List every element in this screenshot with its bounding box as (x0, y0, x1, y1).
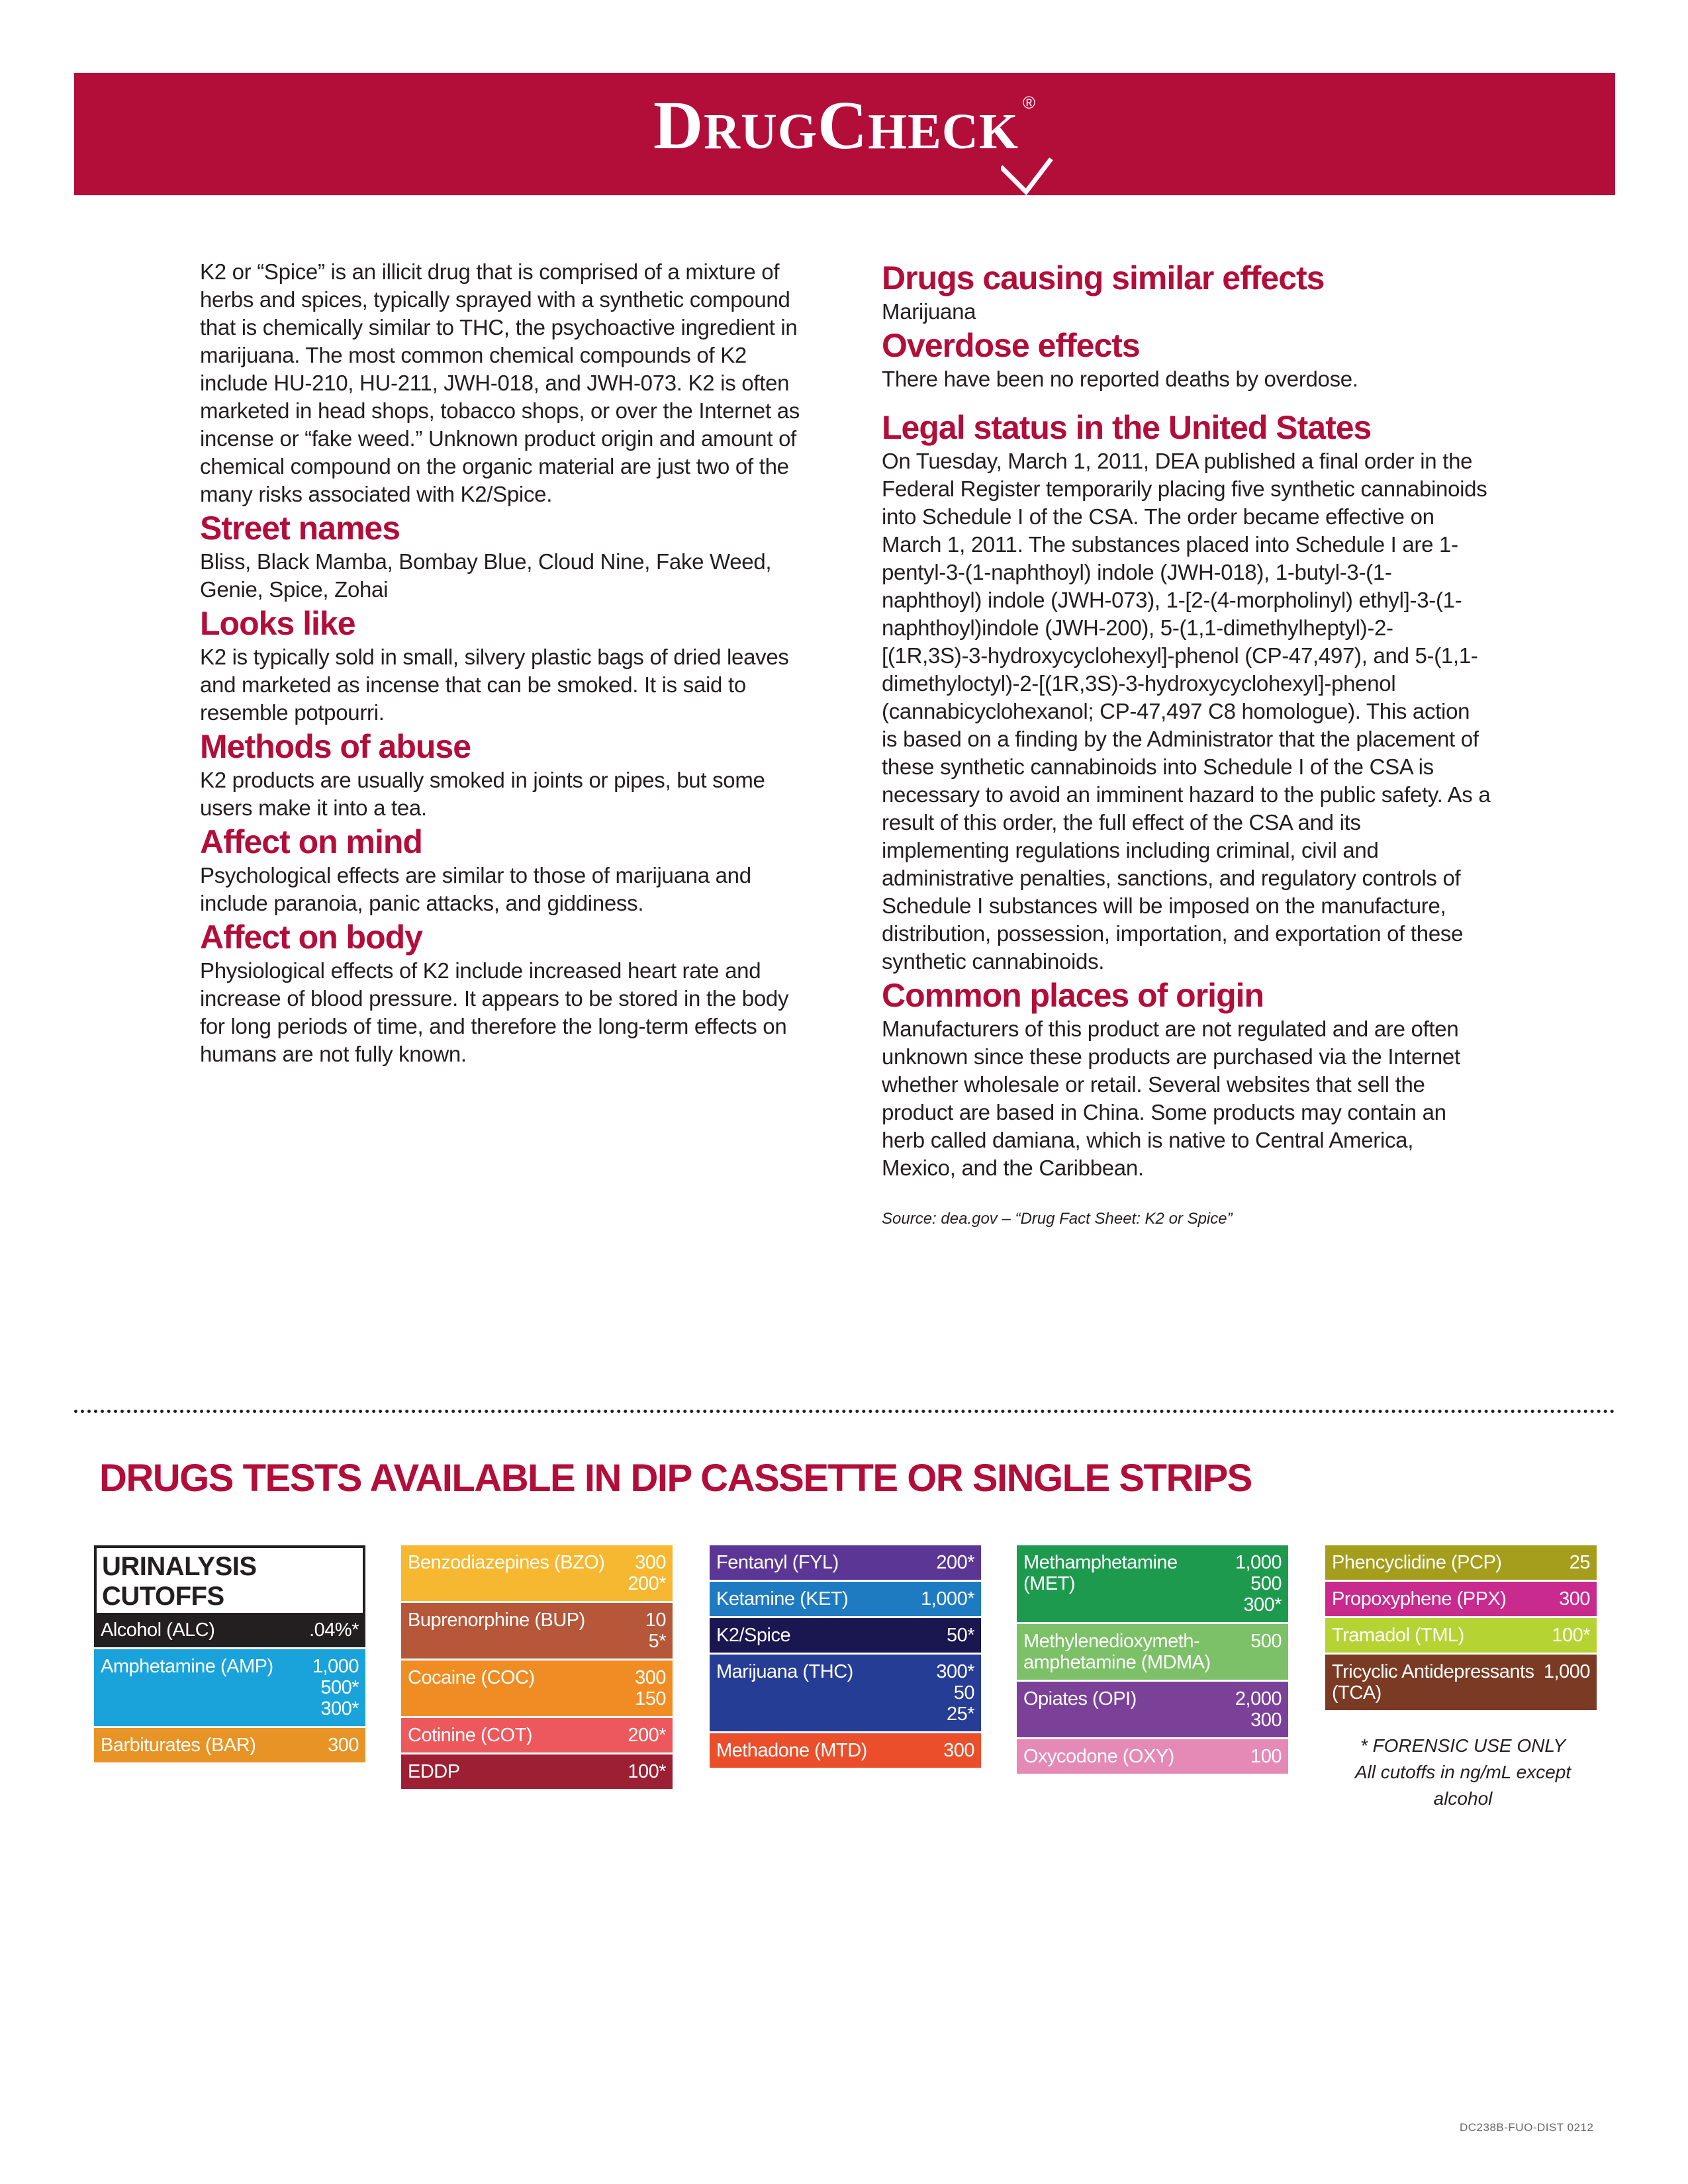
cutoff-value: 1,000 500 300* (1235, 1552, 1282, 1615)
cutoff-value: 300 (328, 1735, 359, 1756)
cutoff-row (710, 1545, 981, 1582)
methods-heading: Methods of abuse (200, 728, 471, 765)
drug-name: Tricyclic Antidepressants (TCA) (1332, 1661, 1534, 1704)
drugcheck-logo: DRUGCHECK® (653, 87, 1037, 163)
drug-name: Cocaine (COC) (408, 1667, 535, 1688)
cutoff-column-2 (401, 1545, 673, 1791)
intro-text: K2 or “Spice” is an illicit drug that is comprised of a mixture of herbs and spices, typically sprayed with a synthetic compound that is chemically similar to THC, the psychoactive ingredient in marijuana. The most common chemical compounds of K2 include HU-210, HU-211, JWH-018, and JWH-073. K2 is often marketed in head shops, tobacco shops, or over the Internet as incense or “fake weed.” Unknown product origin and amount of chemical compound on the organic material are just two of the many risks associated with K2/Spice. (200, 259, 800, 506)
drug-name: Alcohol (ALC) (101, 1619, 215, 1641)
drug-name: Cotinine (COT) (408, 1725, 532, 1746)
drug-name: Barbiturates (BAR) (101, 1735, 256, 1756)
cutoff-value: .04%* (309, 1619, 359, 1641)
cutoff-column-4 (1017, 1545, 1288, 1776)
dotted-divider (74, 1410, 1615, 1413)
forensic-note: * FORENSIC USE ONLY (1360, 1735, 1566, 1756)
cutoff-value: 300 (943, 1740, 974, 1761)
drug-name: EDDP (408, 1761, 460, 1782)
drug-name: Oxycodone (OXY) (1023, 1746, 1174, 1767)
cutoff-row (401, 1661, 673, 1718)
tests-title: DRUGS TESTS AVAILABLE IN DIP CASSETTE OR SINGLE STRIPS (99, 1457, 1252, 1500)
cutoff-notes (1324, 1733, 1602, 1812)
body-text: Physiological effects of K2 include increased heart rate and increase of blood pressure. It appears to be stored in the body for long periods of time, and therefore the long-term effects on humans are not fully known. (200, 958, 789, 1066)
street-names-text: Bliss, Black Mamba, Bombay Blue, Cloud Nine, Fake Weed, Genie, Spice, Zohai (200, 549, 772, 602)
cutoff-value: 300 200* (628, 1552, 666, 1594)
cutoff-value: 100 (1250, 1746, 1282, 1767)
cutoff-value: 50* (946, 1625, 974, 1646)
drug-name: Tramadol (TML) (1332, 1625, 1464, 1646)
cutoff-value: 25 (1569, 1552, 1590, 1573)
cutoff-value: 1,000* (921, 1588, 974, 1610)
drug-name: Methamphetamine (MET) (1023, 1552, 1178, 1594)
cutoff-row (710, 1733, 981, 1770)
units-note: All cutoffs in ng/mL except alcohol (1354, 1762, 1571, 1809)
cutoff-row (401, 1603, 673, 1661)
drug-name: Propoxyphene (PPX) (1332, 1588, 1507, 1610)
cutoff-row (1325, 1655, 1597, 1712)
article-right-column (882, 258, 1491, 1228)
cutoff-row (94, 1613, 365, 1649)
drug-name: Phencyclidine (PCP) (1332, 1552, 1502, 1573)
cutoff-row (1017, 1624, 1288, 1682)
mind-text: Psychological effects are similar to those of marijuana and include paranoia, panic attacks, and giddiness. (200, 863, 751, 915)
cutoff-value: 100* (1552, 1625, 1590, 1646)
street-names-heading: Street names (200, 510, 400, 547)
drug-name: Methadone (MTD) (716, 1740, 867, 1761)
cutoff-column-3 (710, 1545, 981, 1770)
drug-name: Amphetamine (AMP) (101, 1656, 273, 1677)
checkmark-icon (1001, 154, 1054, 200)
cutoff-value: 1,000 500* 300* (312, 1656, 359, 1719)
cutoff-row (1325, 1582, 1597, 1618)
drug-name: Methylenedioxymeth- amphetamine (MDMA) (1023, 1631, 1211, 1673)
cutoff-column-1 (94, 1545, 365, 1764)
cutoff-row (94, 1728, 365, 1764)
cutoff-value: 300 150 (635, 1667, 666, 1709)
cutoff-row (401, 1718, 673, 1754)
drug-name: Ketamine (KET) (716, 1588, 849, 1610)
similar-effects-text: Marijuana (882, 299, 976, 324)
cutoff-row (710, 1582, 981, 1618)
drug-name: K2/Spice (716, 1625, 791, 1646)
drug-name: Opiates (OPI) (1023, 1688, 1137, 1709)
mind-heading: Affect on mind (200, 823, 422, 860)
cutoff-value: 200* (628, 1725, 666, 1746)
cutoff-value: 300* 50 25* (936, 1661, 974, 1725)
header-banner (74, 73, 1615, 195)
cutoff-row (1017, 1545, 1288, 1624)
urinalysis-cutoffs-heading: URINALYSIS CUTOFFS (94, 1545, 365, 1613)
cutoff-row (710, 1618, 981, 1655)
cutoff-value: 1,000 (1543, 1661, 1590, 1682)
cutoff-value: 200* (936, 1552, 974, 1573)
cutoff-value: 10 5* (645, 1610, 666, 1652)
drug-name: Benzodiazepines (BZO) (408, 1552, 605, 1573)
origin-text: Manufacturers of this product are not regulated and are often unknown since these products are purchased via the Internet whether wholesale or retail. Several websites that sell the product are based in China. Some products may contain an herb called damiana, which is native to Central America, Mexico, and the Caribbean. (882, 1017, 1460, 1180)
cutoff-row (401, 1754, 673, 1791)
cutoff-row (710, 1655, 981, 1733)
document-code: DC238B-FUO-DIST 0212 (1460, 2121, 1594, 2134)
cutoff-row (1017, 1682, 1288, 1739)
drug-name: Buprenorphine (BUP) (408, 1610, 585, 1631)
source-citation: Source: dea.gov – “Drug Fact Sheet: K2 or Spice” (882, 1210, 1233, 1228)
body-heading: Affect on body (200, 919, 422, 956)
cutoff-value: 500 (1250, 1631, 1282, 1652)
drug-name: Marijuana (THC) (716, 1661, 853, 1682)
cutoff-row (94, 1649, 365, 1728)
cutoff-row (1325, 1618, 1597, 1655)
legal-status-heading: Legal status in the United States (882, 409, 1372, 446)
legal-status-text: On Tuesday, March 1, 2011, DEA published a final order in the Federal Register temporarily placing five synthetic cannabinoids into Schedule I of the CSA. The order became effective on March 1, 2011. The substances placed into Schedule I are 1-pentyl-3-(1-naphthoyl) indole (JWH-018), 1-butyl-3-(1-naphthoyl) indole (JWH-073), 1-[2-(4-morpholinyl) ethyl]-3-(1-naphthoyl)indole (JWH-200), 5-(1,1-dimethylheptyl)-2-[(1R,3S)-3-hydroxycyclohexyl]-phenol (CP-47,497), and 5-(1,1-dimethyloctyl)-2-[(1R,3S)-3-hydroxycyclohexyl]-phenol (cannabicyclohexanol; CP-47,497 C8 homologue). This action is based on a finding by the Administrator that the placement of these synthetic cannabinoids into Schedule I of the CSA is necessary to avoid an imminent hazard to the public safety. As a result of this order, the full effect of the CSA and its implementing regulations including criminal, civil and administrative penalties, sanctions, and regulatory controls of Schedule I substances will be imposed on the manufacture, distribution, possession, importation, and exportation of these synthetic cannabinoids. (882, 449, 1491, 974)
cutoff-value: 100* (628, 1761, 666, 1782)
cutoff-value: 300 (1559, 1588, 1590, 1610)
article-left-column (200, 258, 809, 1068)
cutoff-row (1325, 1545, 1597, 1582)
similar-effects-heading: Drugs causing similar effects (882, 259, 1325, 296)
cutoff-value: 2,000 300 (1235, 1688, 1282, 1731)
overdose-heading: Overdose effects (882, 327, 1140, 364)
drug-name: Fentanyl (FYL) (716, 1552, 839, 1573)
origin-heading: Common places of origin (882, 977, 1264, 1014)
cutoff-column-5 (1325, 1545, 1597, 1712)
overdose-text: There have been no reported deaths by overdose. (882, 367, 1358, 391)
looks-like-heading: Looks like (200, 605, 355, 642)
cutoff-row (401, 1545, 673, 1603)
looks-like-text: K2 is typically sold in small, silvery plastic bags of dried leaves and marketed as incense that can be smoked. It is said to resemble potpourri. (200, 645, 789, 725)
cutoff-row (1017, 1739, 1288, 1776)
methods-text: K2 products are usually smoked in joints or pipes, but some users make it into a tea. (200, 768, 765, 820)
